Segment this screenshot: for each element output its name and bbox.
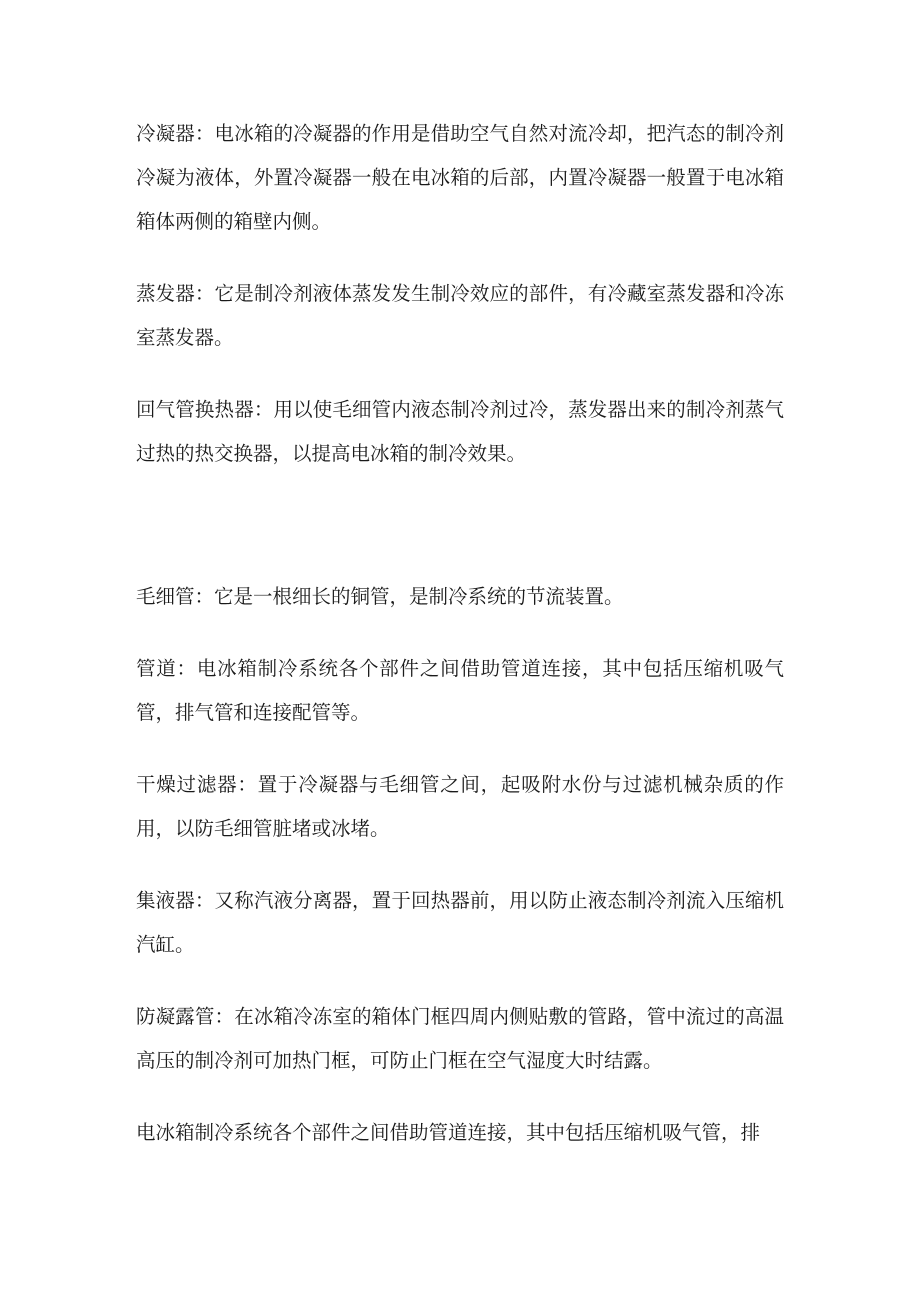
paragraph-drier-filter: 干燥过滤器：置于冷凝器与毛细管之间，起吸附水份与过滤机械杂质的作用，以防毛细管脏堵或冰堵。	[136, 773, 784, 840]
paragraph-accumulator: 集液器：又称汽液分离器，置于回热器前，用以防止液态制冷剂流入压缩机汽缸。	[136, 889, 784, 956]
paragraph-anti-condensation-pipe: 防凝露管：在冰箱冷冻室的箱体门框四周内侧贴敷的管路，管中流过的高温高压的制冷剂可加热门框，可防止门框在空气湿度大时结露。	[136, 1005, 784, 1072]
paragraph-piping: 管道：电冰箱制冷系统各个部件之间借助管道连接，其中包括压缩机吸气管，排气管和连接配管等。	[136, 657, 784, 724]
paragraph-capillary-tube: 毛细管：它是一根细长的铜管，是制冷系统的节流装置。	[136, 585, 624, 608]
paragraph-return-gas-heat-exchanger: 回气管换热器：用以使毛细管内液态制冷剂过冷，蒸发器出来的制冷剂蒸气过热的热交换器，以提高电冰箱的制冷效果。	[136, 398, 784, 465]
paragraph-piping-continued: 电冰箱制冷系统各个部件之间借助管道连接，其中包括压缩机吸气管，排	[136, 1121, 761, 1144]
paragraph-evaporator: 蒸发器：它是制冷剂液体蒸发发生制冷效应的部件，有冷藏室蒸发器和冷冻室蒸发器。	[136, 282, 784, 349]
paragraph-condenser: 冷凝器：电冰箱的冷凝器的作用是借助空气自然对流冷却，把汽态的制冷剂冷凝为液体，外置冷凝器一般在电冰箱的后部，内置冷凝器一般置于电冰箱箱体两侧的箱壁内侧。	[136, 122, 784, 233]
document-body	[136, 112, 784, 1183]
